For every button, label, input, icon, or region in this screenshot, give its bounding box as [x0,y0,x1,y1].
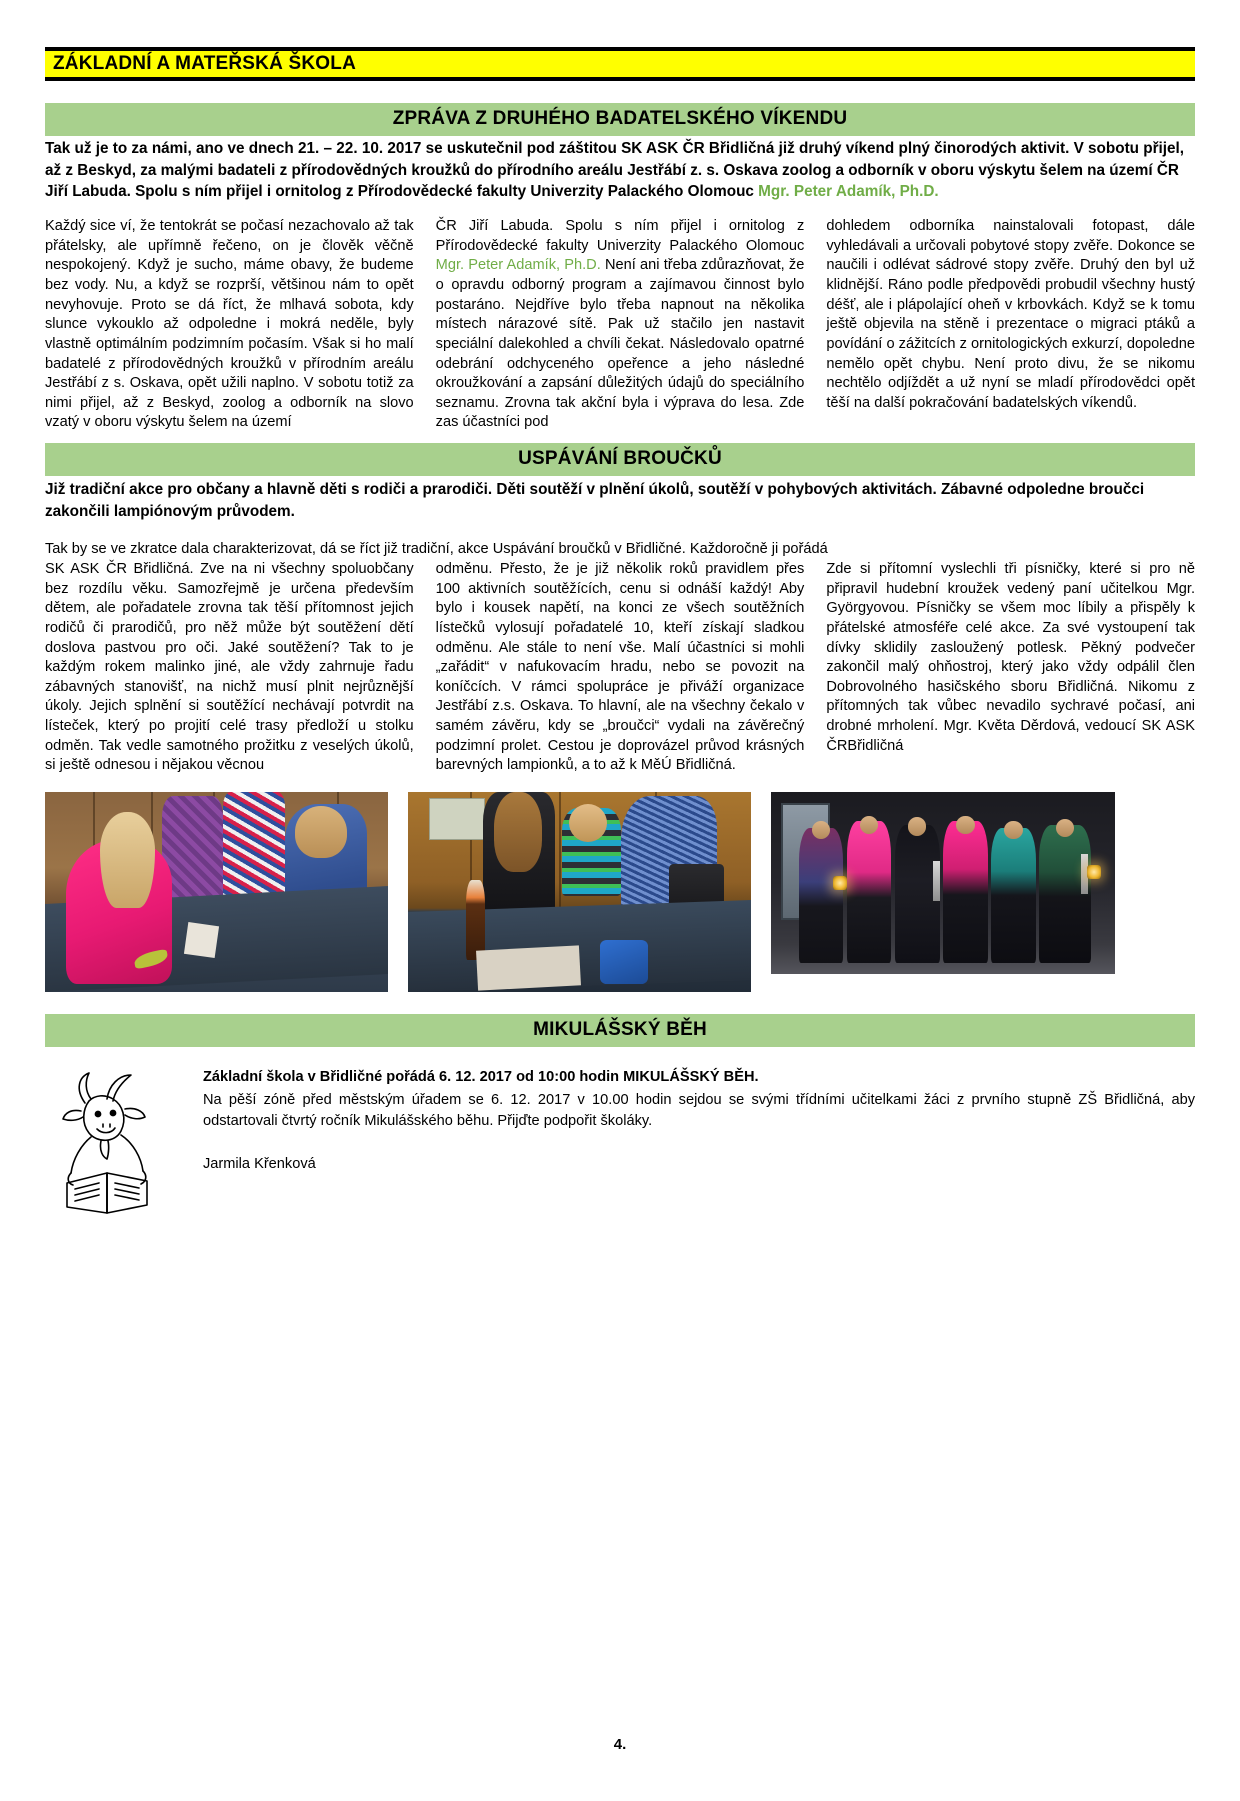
photo3-head [860,816,879,834]
article1-lead [45,138,1195,203]
photo2-child-head [569,804,607,842]
article1-lead-accent: Mgr. Peter Adamík, Ph.D. [758,183,939,201]
article1-column-2 [436,217,805,433]
spacer-after-masthead [45,81,1195,103]
mikulas-bold-line: Základní škola v Břidličné pořádá 6. 12. 2017 od 10:00 hodin MIKULÁŠSKÝ BĚH. [203,1068,759,1085]
article1-columns [45,217,1195,433]
masthead [45,47,1195,81]
article1-column-1 [45,217,414,433]
article1-col2-after: Není ani třeba zdůrazňovat, že o opravdu odborný program a zajímavou činnost bylo postaráno. Nejdříve bylo třeba napnout na několika místech nárazové sítě. Pak už stačilo jen nastavit speciální dalekohled a chvíli čekat. Následovalo opatrné odebrání odchyceného opeřence a jeho následné okroužkování a zapsání důležitých údajů do speciálního seznamu. Zrovna tak akční byla i výprava do lesa. Zde zas účastníci pod [435,257,805,431]
photo-woman-child-table [408,792,751,992]
section-heading-mikulassky-beh: MIKULÁŠSKÝ BĚH [45,1014,1195,1047]
photo3-person [943,821,988,963]
article1-col3-text: dohledem odborníka nainstalovali fotopast, dále vyhledávali a určovali pobytové stopy zvěře. Dokonce se naučili i odlévat sádrové stopy zvěře. Druhý den byl už klidnější. Ráno podle předpovědi probudil všechny hustý déšť, ale i plápolající oheň v krbovkách. Když se k tomu ještě objevila na stěně i prezentace o migraci ptáků a povídání o zážitcích z ornitologických exkurzí, dopoledne nemělo opět chybu. Není proto divu, že se nikomu nechtělo odjíždět a už nyní se mladí přírodovědci opět těší na další pokračování badatelských víkendů. [826,218,1196,411]
photo2-wall-poster [429,798,486,840]
photo1-paper [184,922,219,958]
article1-col2-accent: Mgr. Peter Adamík, Ph.D. [435,257,601,274]
article2-intro: Tak by se ve zkratce dala charakterizovat, dá se říct již tradiční, akce Uspávání broučků v Břidličné. Každoročně ji pořádá [45,541,828,558]
photo1-girl-hair [100,812,155,908]
article2-lead: Již tradiční akce pro občany a hlavně děti s rodiči a prarodiči. Děti soutěží v plnění úkolů, soutěží v pohybových aktivitách. Zábavné odpoledne broučci zakončili lampiónovým průvodem. [45,481,1145,520]
article2-col2-text: odměnu. Přesto, že je již několik roků pravidlem přes 100 aktivních soutěžících, cenu si odnáší každý! Aby bylo i kousek napětí, na konci ze všech soutěžních lístečků vylosují pořadatelé 10, kteří získají sladkou odměnu. Ale stále to není vše. Malí účastníci si mohli „zařádit“ v nafukovacím hradu, nebo se povozit na koníčcích. V rámci spolupráce je přiváží organizace Jestřábí z.s. Oskava. To hlavní, ale na všechny čekalo v samém závěru, kdy se „broučci“ vydali na závěrečný podzimní prolet. Cestou je doprovázel průvod krásných barevných lampionků, a to až k MěÚ Břidličná. [435,561,805,774]
mikulas-signature: Jarmila Křenková [203,1155,316,1172]
photo3-person [799,828,844,963]
photo3-person [1039,825,1091,963]
article1-col2-before: ČR Jiří Labuda. Spolu s ním přijel i ornitolog z Přírodovědecké fakulty Univerzity Palackého Olomouc [435,218,805,254]
photo3-head [1004,821,1023,839]
photo-night-lantern-group [771,792,1115,974]
photo3-head [956,816,975,834]
photo2-plank [559,792,561,912]
photo3-lantern [833,876,847,891]
article2-col1-text: SK ASK ČR Břidličná. Zve na ni všechny spoluobčany bez rozdílu věku. Samozřejmě je určena především dětem, ale pořadatele zrovna tak těší přítomnost jejich rodičů či prarodičů, pro něž může být soutěžení dětí doslova pastvou pro oči. Jaké soutěžení? Tak to je každým rokem malinko jiné, ale vždy zahrnuje řadu zábavných stanovišť, na nichž musí plnit nejrůznější úkoly. Jejich splnění si soutěžící nechávají potvrdit na lísteček, který po projití celé trasy předloží u stolku odměn. Tak vedle samotného prožitku z veselých úkolů, si ještě odnesou i nějakou věcnou [45,561,414,774]
masthead-title: ZÁKLADNÍ A MATEŘSKÁ ŠKOLA [53,53,356,74]
article1-col1-text: Každý sice ví, že tentokrát se počasí nezachovalo až tak přátelsky, ale upřímně řečeno, on je člověk věčně nespokojený. Když je sucho, máme obavy, že budeme bez vody. Nu, a když se rozprší, většinou nám to opět nevyhovuje. Proto se dá říct, že mlhavá sobota, kdy slunce vykouklo až odpoledne i mokrá neděle, byly vlastně optimálním podzimním počasím. Však si ho malí badatelé z přírodovědných kroužků v přírodním areálu Jestřábí z s. Oskava, opět užili naplno. V sobotu totiž za nimi přijel, až z Beskyd, zoolog a odborník na slovo vzatý v oboru výskytu šelem na území [45,218,414,431]
mikulas-body: Na pěší zóně před městským úřadem se 6. 12. 2017 v 10.00 hodin sejdou se svými třídními učitelkami žáci z prvního stupně ZŠ Břidličná, aby odstartovali čtvrtý ročník Mikulášského běhu. Přijďte podpořit školáky. [203,1091,1195,1129]
goat-reading-book-icon [45,1067,185,1217]
photo2-bottle [466,880,485,960]
article1-lead-text: Tak už je to za námi, ano ve dnech 21. – 22. 10. 2017 se uskutečnil pod záštitou SK ASK ČR Břidličná již druhý víkend plný činorodých aktivit. V sobotu přijel, až z Beskyd, za malými badateli z přírodovědných kroužků do přírodního areálu Jestřábí z. s. Oskava zoolog a odborník v oboru výskytu šelem na území ČR Jiří Labuda. Spolu s ním přijel i ornitolog z Přírodovědecké fakulty Univerzity Palackého Olomouc [45,140,1185,201]
photo2-tray [476,945,581,990]
photo3-person [847,821,892,963]
article2-columns [45,560,1195,776]
photo3-person [991,828,1036,963]
article1-col2-paragraph [436,217,805,433]
photo3-clipboard [933,861,941,901]
section-heading-badatelsky-vikend: ZPRÁVA Z DRUHÉHO BADATELSKÉHO VÍKENDU [45,103,1195,136]
newsletter-page [0,47,1240,1801]
article2-column-3 [826,560,1195,776]
photo3-lantern [1087,865,1101,880]
article2-column-1 [45,560,414,776]
page-number: 4. [613,1736,627,1753]
photo1-boy-head [295,806,346,858]
article2-col3-text: Zde si přítomní vyslechli tři písničky, které si pro ně připravil hudební kroužek vedený paní učitelkou Mgr. Györgyovou. Písničky se všem moc líbily a přispěly k přátelské atmosféře celé akce. Za své vystoupení tak dívky sklidily zasloužený potlesk. Pěkný podvečer zakončil malý ohňostroj, který jako vždy odpálil člen Dobrovolného hasičského sboru Břidličná. Nikomu z přítomných tak vůbec nevadilo sychravé počasí, ani drobné mrholení. Mgr. Květa Děrdová, vedoucí SK ASK ČRBřidličná [826,561,1196,754]
mikulas-text [203,1067,1195,1174]
photo-row [45,792,1195,992]
mikulas-block [45,1067,1195,1217]
photo3-head [908,817,927,835]
photo2-blue-bag [600,940,648,984]
photo-kids-crafts [45,792,388,992]
photo2-woman-hair [494,792,542,872]
article1-column-3 [826,217,1195,433]
article2-column-2 [436,560,805,776]
section-heading-uspavani-broucku: USPÁVÁNÍ BROUČKŮ [45,443,1195,476]
